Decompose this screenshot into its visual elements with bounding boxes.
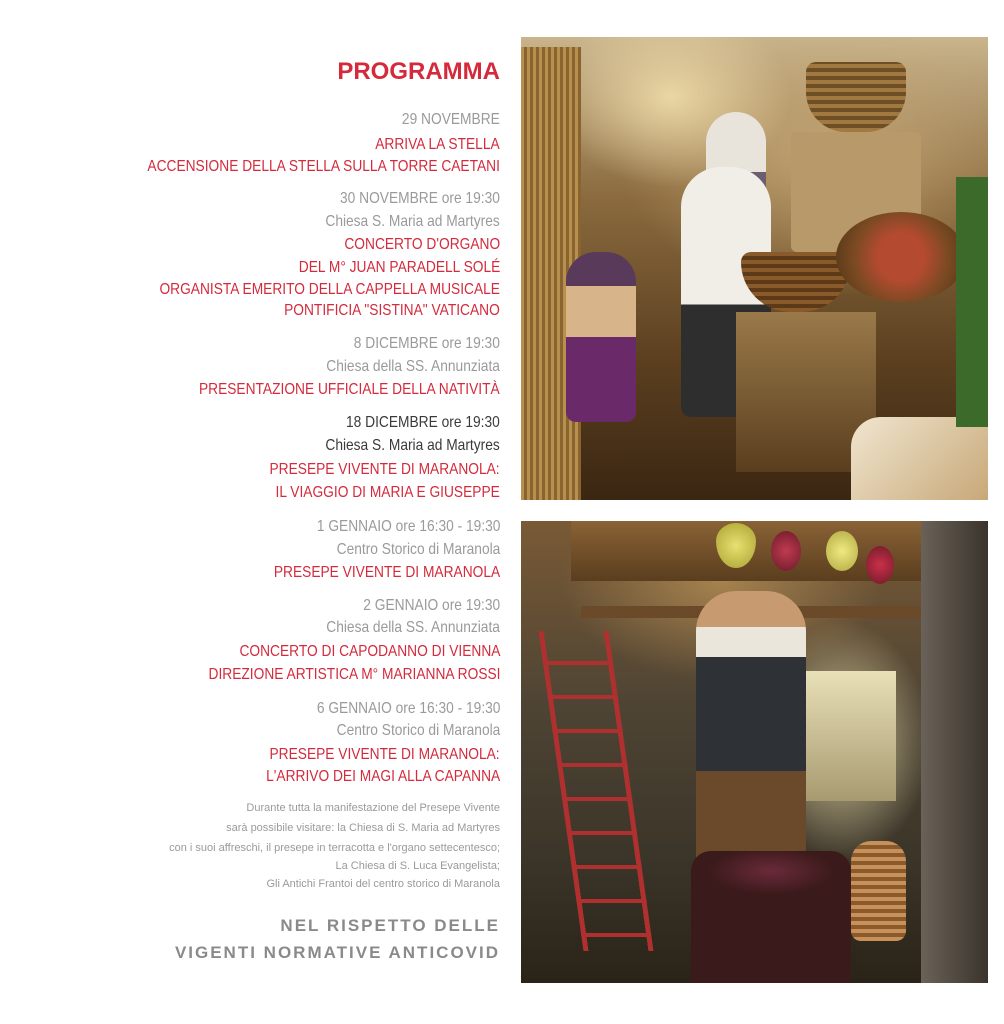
seated-woman [566,252,636,422]
event-date: 6 GENNAIO ore 16:30 - 19:30 [316,700,500,717]
nativity-scene-photo [521,37,988,500]
wine-press-scene-photo [521,521,988,983]
hanging-grapes [866,546,894,584]
event-title: PRESEPE VIVENTE DI MARANOLA [273,564,500,581]
event-subtitle: ACCENSIONE DELLA STELLA SULLA TORRE CAETANI [147,158,500,175]
event-date: 2 GENNAIO ore 19:30 [363,597,500,614]
hanging-grapes [826,531,858,571]
event-subtitle: DIREZIONE ARTISTICA M° MARIANNA ROSSI [208,666,500,683]
event-subtitle: IL VIAGGIO DI MARIA E GIUSEPPE [275,484,500,501]
visit-note: Gli Antichi Frantoi del centro storico di Maranola [266,878,500,890]
event-date: 18 DICEMBRE ore 19:30 [346,414,500,431]
event-title: PRESEPE VIVENTE DI MARANOLA: [269,461,500,478]
event-subtitle: PONTIFICIA "SISTINA" VATICANO [284,302,500,319]
event-title: PRESENTAZIONE UFFICIALE DELLA NATIVITÀ [199,381,500,398]
event-subtitle: ORGANISTA EMERITO DELLA CAPPELLA MUSICALE [159,281,500,298]
covid-notice: VIGENTI NORMATIVE ANTICOVID [174,943,500,962]
event-location: Centro Storico di Maranola [336,541,500,558]
stone-wall [921,521,988,983]
event-date: 1 GENNAIO ore 16:30 - 19:30 [316,518,500,535]
event-date: 8 DICEMBRE ore 19:30 [353,335,500,352]
hanging-grapes [771,531,801,571]
event-location: Chiesa S. Maria ad Martyres [325,213,500,230]
grape-vat [691,851,851,983]
event-title: CONCERTO DI CAPODANNO DI VIENNA [239,643,500,660]
event-title: PRESEPE VIVENTE DI MARANOLA: [269,746,500,763]
wicker-jug [851,841,906,941]
program-title: PROGRAMMA [337,58,500,85]
event-title: ARRIVA LA STELLA [375,136,500,153]
man-figure [696,591,806,891]
event-location: Chiesa della SS. Annunziata [326,619,500,636]
covid-notice: NEL RISPETTO DELLE [280,916,500,935]
visit-note: La Chiesa di S. Luca Evangelista; [335,860,500,872]
event-title: CONCERTO D'ORGANO [344,236,500,253]
visit-note: con i suoi affreschi, il presepe in terracotta e l'organo settecentesco; [169,842,500,854]
event-subtitle: DEL M° JUAN PARADELL SOLÉ [298,259,500,276]
doorway-light [806,671,896,801]
visit-note: sarà possibile visitare: la Chiesa di S. Maria ad Martyres [226,822,500,834]
hanging-basket [806,62,906,132]
event-location: Chiesa S. Maria ad Martyres [325,437,500,454]
event-location: Chiesa della SS. Annunziata [326,358,500,375]
event-date: 30 NOVEMBRE ore 19:30 [340,190,500,207]
bread-cloth [851,417,988,500]
visit-note: Durante tutta la manifestazione del Presepe Vivente [246,802,500,814]
event-subtitle: L'ARRIVO DEI MAGI ALLA CAPANNA [265,768,500,785]
red-ladder [539,631,654,951]
event-location: Centro Storico di Maranola [336,722,500,739]
green-door [956,177,988,427]
corn-basket [836,212,966,302]
event-date: 29 NOVEMBRE [402,111,500,128]
